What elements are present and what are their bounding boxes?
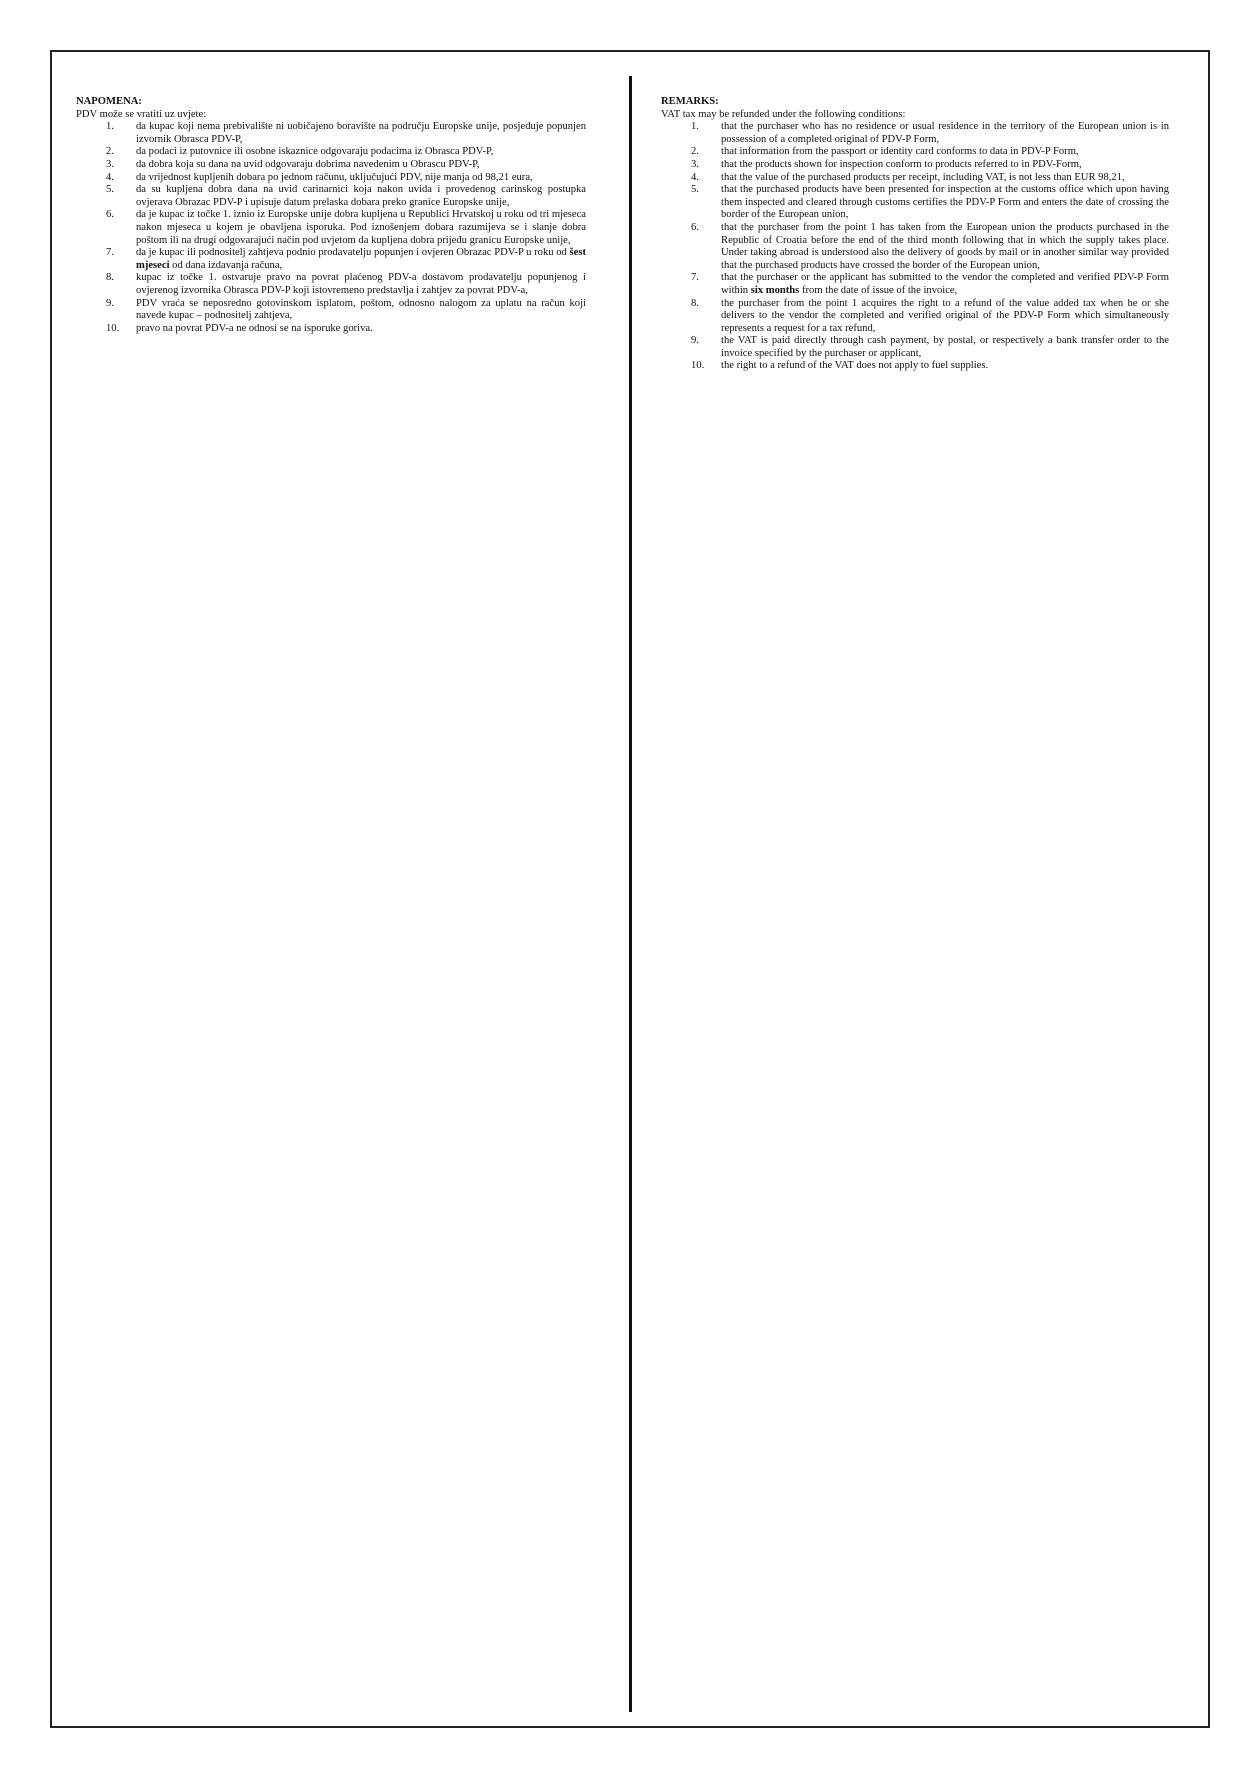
item-number: 7. xyxy=(691,272,699,284)
conditions-list-hr xyxy=(76,121,586,335)
item-number: 4. xyxy=(691,171,699,183)
remarks-heading-en: REMARKS: xyxy=(661,96,719,107)
croatian-remarks-column xyxy=(76,96,586,335)
list-item xyxy=(661,184,1169,222)
item-number: 7. xyxy=(106,247,114,259)
item-number: 6. xyxy=(106,209,114,221)
item-number: 6. xyxy=(691,221,699,233)
item-number: 9. xyxy=(106,297,114,309)
item-text-emphasis: šest mjeseci xyxy=(136,247,586,271)
item-text: the VAT is paid directly through cash payment, by postal, or respectively a bank transfer order to the invoice specified by the purchaser or applicant, xyxy=(721,335,1169,359)
item-text: da kupac koji nema prebivalište ni uobičajeno boravište na području Europske unije, posjeduje popunjen izvornik Obrasca PDV-P, xyxy=(136,121,586,145)
list-item xyxy=(76,247,586,272)
list-item xyxy=(76,146,586,159)
item-text: that the products shown for inspection conform to products referred to in PDV-Form, xyxy=(721,158,1082,170)
item-number: 9. xyxy=(691,335,699,347)
item-number: 3. xyxy=(691,158,699,170)
remarks-intro-hr: PDV može se vratiti uz uvjete: xyxy=(76,108,207,120)
item-text: that the value of the purchased products per receipt, including VAT, is not less than EUR 98,21, xyxy=(721,171,1125,183)
item-number: 10. xyxy=(691,360,705,372)
item-text-start: da je kupac ili podnositelj zahtjeva podnio prodavatelju popunjen i ovjeren Obrazac PDV-P u roku od xyxy=(136,247,570,259)
list-item xyxy=(661,298,1169,336)
item-number: 1. xyxy=(106,121,114,133)
list-item xyxy=(661,172,1169,185)
item-number: 2. xyxy=(106,146,114,158)
list-item xyxy=(76,121,586,146)
list-item xyxy=(661,272,1169,297)
list-item xyxy=(661,335,1169,360)
item-number: 10. xyxy=(106,322,120,334)
list-item xyxy=(661,159,1169,172)
item-number: 8. xyxy=(106,272,114,284)
column-divider xyxy=(629,76,632,1712)
item-number: 5. xyxy=(691,184,699,196)
list-item xyxy=(661,121,1169,146)
item-number: 1. xyxy=(691,121,699,133)
item-text: the purchaser from the point 1 acquires the right to a refund of the value added tax when he or she delivers to the vendor the completed and verified original of the PDV-P Form which simultaneously represents a request for a tax refund, xyxy=(721,297,1169,334)
list-item xyxy=(76,298,586,323)
conditions-list-en xyxy=(661,121,1169,373)
list-item xyxy=(661,360,1169,373)
item-text: da vrijednost kupljenih dobara po jednom računu, uključujući PDV, nije manja od 98,21 eura, xyxy=(136,171,533,183)
list-item xyxy=(661,222,1169,272)
item-number: 8. xyxy=(691,297,699,309)
item-text: da dobra koja su dana na uvid odgovaraju dobrima navedenim u Obrascu PDV-P, xyxy=(136,158,480,170)
list-item xyxy=(76,272,586,297)
list-item xyxy=(661,146,1169,159)
list-item xyxy=(76,159,586,172)
item-text: kupac iz točke 1. ostvaruje pravo na povrat plaćenog PDV-a dostavom prodavatelju popunjenog i ovjerenog izvornika Obrasca PDV-P koji istovremeno predstavlja i zahtjev za povrat PDV-a, xyxy=(136,272,586,296)
item-number: 5. xyxy=(106,184,114,196)
item-text-start: that the purchaser or the applicant has submitted to the vendor the completed and verified PDV-P Form within xyxy=(721,272,1169,296)
list-item xyxy=(76,172,586,185)
list-item xyxy=(76,184,586,209)
item-text: that the purchased products have been presented for inspection at the customs office which upon having them inspected and cleared through customs certifies the PDV-P Form and enters the date of crossing the border of the European union, xyxy=(721,184,1169,221)
item-text: da je kupac iz točke 1. iznio iz Europske unije dobra kupljena u Republici Hrvatskoj u roku od tri mjeseca nakon mjeseca u kojem je obavljena isporuka. Pod iznošenjem dobara razumijeva se i slanje dobra poštom ili na drugi odgovarajući način pod uvjetom da kupljena dobra prijeđu granicu Europske unije, xyxy=(136,209,586,246)
item-text: da su kupljena dobra dana na uvid carinarnici koja nakon uvida i provedenog carinskog postupka ovjerava Obrazac PDV-P i upisuje datum prelaska dobara preko granice Europske unije, xyxy=(136,184,586,208)
item-number: 2. xyxy=(691,146,699,158)
list-item xyxy=(76,209,586,247)
item-text: pravo na povrat PDV-a ne odnosi se na isporuke goriva. xyxy=(136,322,373,334)
item-text: that information from the passport or identity card conforms to data in PDV-P Form, xyxy=(721,146,1079,158)
item-text-emphasis: six months xyxy=(750,284,800,296)
item-text-end: from the date of issue of the invoice, xyxy=(799,284,958,296)
item-text: da podaci iz putovnice ili osobne iskaznice odgovaraju podacima iz Obrasca PDV-P, xyxy=(136,146,494,158)
item-text-end: od dana izdavanja računa, xyxy=(169,259,283,271)
item-text: that the purchaser who has no residence or usual residence in the territory of the European union is in possession of a completed original of PDV-P Form, xyxy=(721,121,1169,145)
item-text: PDV vraća se neposredno gotovinskom isplatom, poštom, odnosno nalogom za uplatu na račun koji navede kupac – podnositelj zahtjeva, xyxy=(136,297,586,322)
list-item xyxy=(76,323,586,336)
item-text: that the purchaser from the point 1 has taken from the European union the products purchased in the Republic of Croatia before the end of the third month following that in which the supply takes place. Under taking abroad is understood also the delivery of goods by mail or in another similar way provided that the purchased products have crossed the border of the European union, xyxy=(721,221,1169,271)
remarks-heading-hr: NAPOMENA: xyxy=(76,96,142,107)
item-text: the right to a refund of the VAT does not apply to fuel supplies. xyxy=(721,360,989,372)
item-number: 3. xyxy=(106,158,114,170)
english-remarks-column xyxy=(661,96,1169,373)
remarks-intro-en: VAT tax may be refunded under the following conditions: xyxy=(661,108,906,120)
item-number: 4. xyxy=(106,171,114,183)
